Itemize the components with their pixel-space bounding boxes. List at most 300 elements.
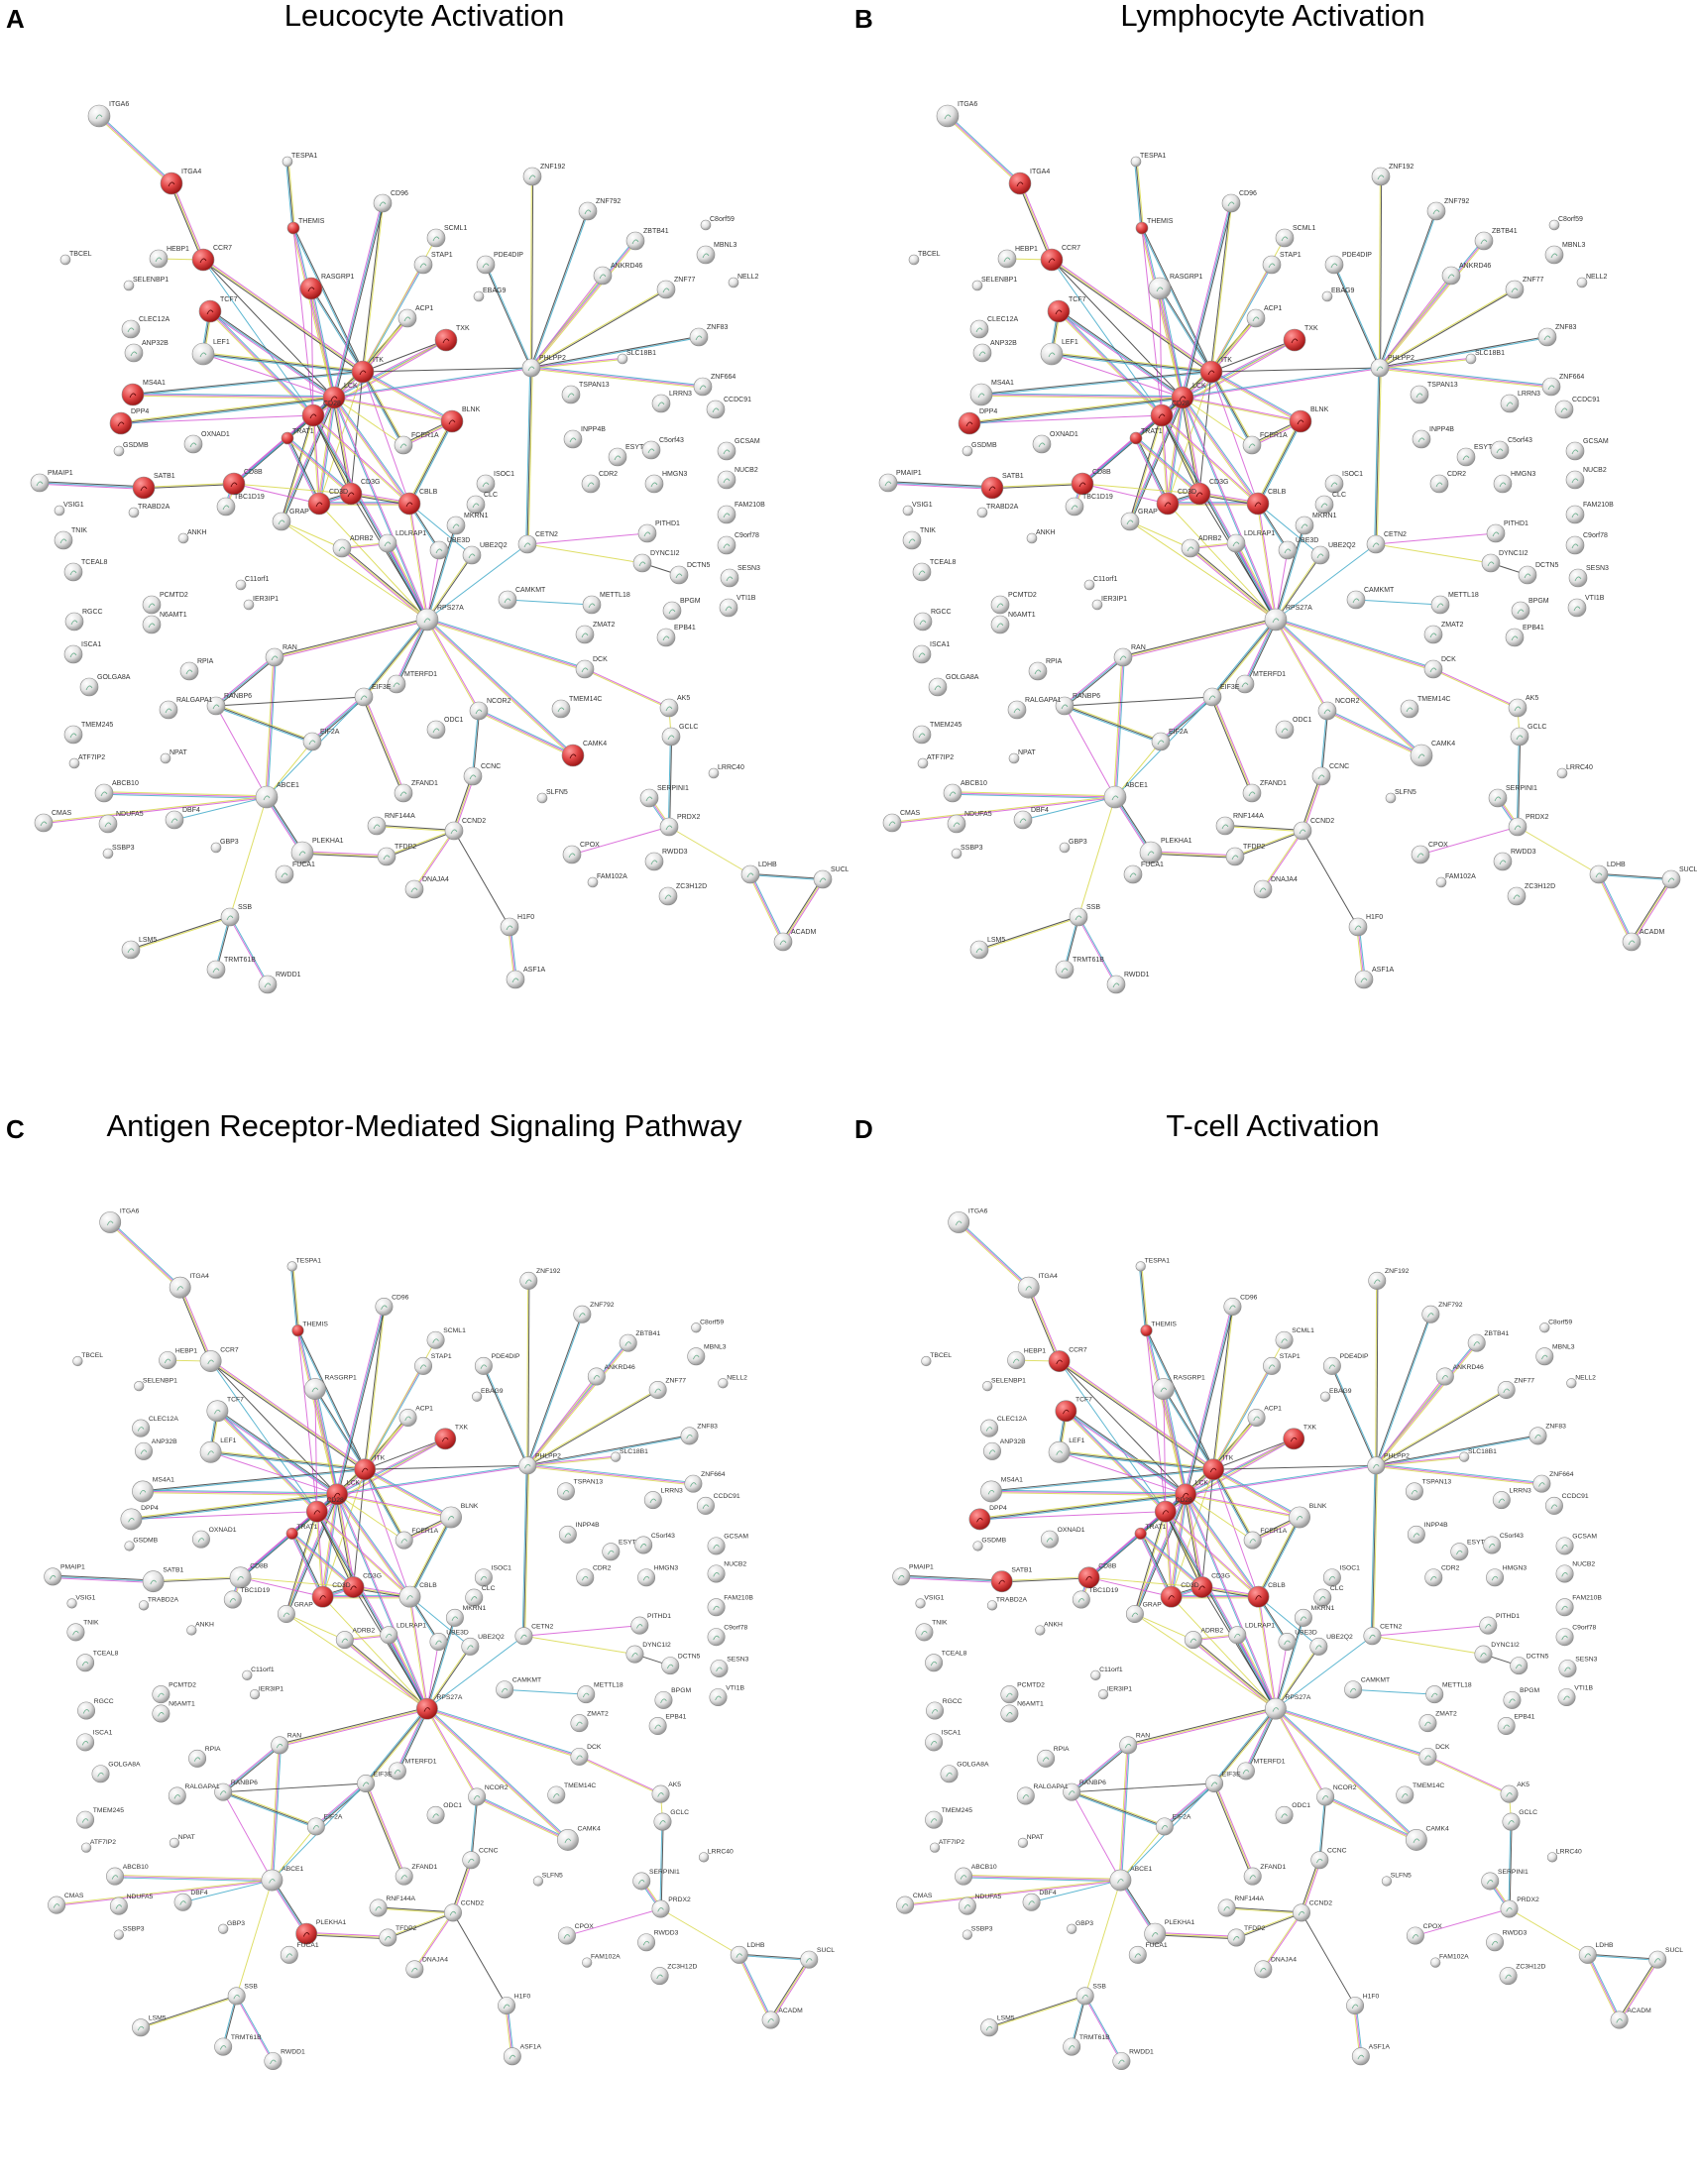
network-graph: [0, 0, 849, 1074]
node-circle: [574, 1306, 591, 1322]
node-zmat2: [1424, 622, 1464, 643]
edge-PHLPP2-PDE4DIP: [1328, 1366, 1375, 1465]
node-circle: [1029, 662, 1047, 680]
node-nell2: [1577, 274, 1608, 287]
node-circle: [1001, 1685, 1018, 1702]
node-label: ITGA6: [967, 1207, 988, 1215]
edge-RPS27A-RAN: [280, 1710, 427, 1747]
node-label: ANKRD46: [1452, 1363, 1484, 1371]
node-label: RPIA: [1046, 658, 1063, 665]
node-label: FAM102A: [1439, 1953, 1469, 1961]
edge-EIF3E-ZFAND1: [1215, 1783, 1254, 1877]
node-asf1a: [1355, 967, 1395, 988]
node-circle: [266, 648, 283, 666]
edge-PHLPP2-ZNF664: [1380, 367, 1551, 386]
node-label: RASGRP1: [321, 274, 355, 281]
node-npat: [1009, 749, 1036, 763]
node-label: NUCB2: [735, 467, 758, 474]
edge-LDHB-ACADM: [749, 875, 782, 943]
edge-PHLPP2-ANKRD46: [527, 1376, 597, 1465]
node-rgcc: [926, 1698, 962, 1719]
node-circle: [651, 1967, 668, 1984]
edge-RANBP6-EIF2A: [1072, 1793, 1165, 1828]
node-circle: [192, 249, 214, 271]
node-circle: [504, 2048, 520, 2065]
edge-NCOR2-CAMK4: [478, 712, 572, 756]
edge-LEF1-ITK: [203, 355, 363, 373]
node-selenbp1: [982, 1377, 1026, 1391]
node-circle: [718, 506, 736, 523]
node-hmgn3: [1494, 471, 1535, 493]
edge-SSB-RWDD1: [1085, 1996, 1122, 2061]
node-label: C9orf78: [724, 1624, 748, 1632]
node-label: TFDP2: [395, 844, 417, 851]
node-label: ZNF192: [1385, 1268, 1410, 1276]
node-znf664: [1533, 1471, 1574, 1492]
node-abcb10: [95, 780, 139, 802]
node-label: RNF144A: [385, 813, 415, 820]
node-tbc1d19: [1073, 1587, 1118, 1608]
node-eif3e: [355, 684, 392, 706]
node-circle: [303, 733, 321, 750]
node-isca1: [76, 1730, 112, 1751]
node-n6amt1: [991, 612, 1036, 633]
node-dck: [576, 656, 608, 678]
node-label: CCR7: [1062, 245, 1081, 252]
panel-title: Leucocyte Activation: [283, 0, 565, 33]
node-label: GCSAM: [724, 1533, 749, 1541]
node-camk4: [562, 741, 607, 766]
node-circle: [170, 1277, 190, 1298]
node-circle: [133, 477, 155, 499]
node-fcer1a: [395, 432, 439, 454]
node-fuca1: [276, 862, 315, 883]
node-label: DYNC1I2: [1491, 1641, 1520, 1649]
node-circle: [276, 865, 293, 883]
node-slfn5: [1382, 1873, 1412, 1887]
node-label: RANBP6: [1078, 1779, 1106, 1786]
node-label: CCNC: [479, 1847, 499, 1855]
node-circle: [200, 1441, 221, 1462]
node-circle: [558, 1927, 575, 1944]
node-label: DPP4: [131, 408, 150, 415]
node-circle: [427, 1331, 444, 1348]
node-tbc1d19: [224, 1587, 270, 1608]
edge-RPS27A-CAMK4: [427, 1709, 568, 1840]
edge-RANBP6-ABCE1: [1072, 1792, 1120, 1881]
node-circle: [224, 1591, 241, 1608]
node-circle: [1200, 361, 1222, 383]
node-circle: [143, 596, 161, 614]
node-label: INPP4B: [1423, 1522, 1448, 1530]
node-label: ABCB10: [970, 1863, 997, 1871]
node-label: HMGN3: [1502, 1564, 1528, 1572]
node-label: DCK: [593, 656, 608, 663]
node-tmem245: [925, 1807, 972, 1828]
node-circle: [1070, 908, 1087, 926]
node-trat1: [1130, 428, 1163, 444]
node-trmt61b: [207, 957, 256, 978]
node-circle: [414, 1357, 431, 1374]
node-circle: [721, 569, 738, 587]
edge-TESPA1-THEMIS: [1136, 162, 1142, 228]
node-clc: [1315, 492, 1346, 514]
node-cpox: [563, 842, 600, 863]
node-label: DBF4: [190, 1890, 208, 1897]
node-circle: [132, 2019, 149, 2036]
node-label: LSM5: [148, 2014, 167, 2022]
node-tmem245: [64, 722, 113, 744]
node-label: SUCL: [1679, 866, 1697, 873]
node-plekha1: [291, 838, 344, 863]
edge-ITGA6-ITGA4: [960, 1221, 1030, 1287]
node-ccdc91: [707, 397, 751, 418]
edge-SSB-RWDD1: [237, 1996, 274, 2061]
node-circle: [430, 541, 448, 559]
node-label: SLFN5: [541, 1872, 563, 1880]
node-label: LDLRAP1: [396, 530, 427, 537]
node-label: MKRN1: [1310, 1605, 1335, 1613]
node-label: PMAIP1: [908, 1563, 934, 1571]
node-oxnad1: [1041, 1527, 1084, 1548]
node-label: SSB: [238, 904, 253, 911]
node-label: TRABD2A: [138, 504, 170, 511]
node-ccdc91: [697, 1493, 740, 1514]
node-label: CD8B: [244, 469, 263, 476]
node-pde4dip: [1323, 1353, 1369, 1374]
node-label: ATF7IP2: [78, 754, 106, 761]
node-label: LDHB: [1607, 862, 1626, 868]
node-dck: [1424, 656, 1456, 678]
node-circle: [1579, 1946, 1596, 1963]
edge-PHLPP2-ZNF664: [527, 1465, 693, 1483]
node-prdx2: [1501, 1897, 1539, 1917]
node-circle: [1155, 1501, 1176, 1522]
node-circle: [916, 1624, 933, 1641]
node-label: FUCA1: [1145, 1942, 1168, 1950]
node-label: CMAS: [52, 810, 72, 817]
node-lrrc40: [699, 1848, 734, 1862]
node-label: ATF7IP2: [89, 1838, 117, 1846]
edge-CCR7-CD28: [1052, 260, 1162, 415]
edge-RPS27A-NCOR2: [1277, 620, 1328, 711]
edge-TCF7-CD28: [218, 1410, 317, 1510]
node-circle: [1372, 168, 1390, 185]
node-camkmt: [499, 587, 546, 609]
node-asf1a: [504, 2044, 541, 2065]
edge-TESPA1-THEMIS: [1142, 1266, 1148, 1330]
node-circle: [435, 329, 457, 351]
node-label: CLEC12A: [996, 1415, 1027, 1423]
node-label: PMAIP1: [59, 1563, 85, 1571]
edge-RANBP6-EIF2A: [216, 705, 312, 741]
node-nucb2: [708, 1561, 747, 1582]
node-gclc: [1511, 724, 1546, 746]
edge-SSB-RWDD1: [1084, 1997, 1121, 2062]
node-label: LDLRAP1: [396, 1622, 427, 1630]
node-circle: [980, 1481, 1001, 1502]
node-circle: [1152, 733, 1170, 750]
node-tcf7: [1056, 1397, 1092, 1422]
node-circle: [991, 616, 1009, 633]
edge-RPS27A-RAN: [280, 1709, 427, 1746]
node-circle: [399, 1586, 420, 1607]
node-dnaja4: [405, 876, 449, 898]
node-label: FCER1A: [411, 432, 439, 439]
node-lsm5: [980, 2015, 1014, 2036]
node-label: CD96: [1239, 190, 1257, 197]
node-circle: [370, 1899, 387, 1916]
node-label: TRMT61B: [1078, 2033, 1110, 2041]
node-label: C11orf1: [251, 1666, 275, 1673]
node-circle: [1229, 1627, 1246, 1644]
node-label: CDR2: [599, 471, 619, 478]
edge-PHLPP2-ZNF192: [528, 1281, 529, 1465]
node-label: ASF1A: [1368, 2043, 1390, 2051]
node-label: MTERFD1: [404, 1758, 437, 1766]
node-circle: [640, 789, 658, 807]
node-label: TSPAN13: [1421, 1478, 1452, 1486]
node-circle: [166, 811, 183, 829]
node-label: DCTN5: [677, 1653, 701, 1661]
node-anp32b: [135, 1438, 177, 1459]
node-label: ABCE1: [1130, 1865, 1153, 1873]
edge-RPS27A-CAMK4: [1277, 619, 1422, 754]
node-ssb: [1070, 904, 1100, 926]
node-label: ZNF83: [707, 324, 729, 331]
node-label: CAMK4: [577, 1825, 601, 1833]
node-mbnl3: [697, 242, 736, 264]
edge-CAMKMT-METTL18: [1356, 600, 1440, 605]
node-circle: [1078, 1567, 1099, 1588]
node-zc3h12d: [659, 883, 707, 905]
node-circle: [132, 1420, 149, 1437]
edge-THEMIS-ITK: [1146, 1330, 1213, 1469]
node-label: MBNL3: [704, 1343, 727, 1351]
node-circle: [559, 1526, 576, 1543]
edge-ABCE1-CMAS: [57, 1881, 272, 1905]
node-fam102a: [1430, 1954, 1469, 1968]
node-label: CLC: [1332, 492, 1347, 499]
node-circle: [523, 168, 541, 185]
node-circle: [221, 908, 239, 926]
node-circle: [1519, 566, 1536, 584]
node-circle: [1556, 1538, 1573, 1554]
node-label: DNAJA4: [1271, 1956, 1297, 1964]
node-mterfd1: [1237, 1759, 1286, 1780]
node-trabd2a: [139, 1596, 178, 1610]
node-circle: [1110, 1870, 1131, 1891]
node-label: ZBTB41: [635, 1329, 661, 1337]
node-pcmtd2: [143, 592, 188, 614]
node-label: SLFN5: [1395, 789, 1416, 796]
node-label: H1F0: [517, 914, 535, 921]
node-grap: [1126, 1601, 1162, 1622]
node-golga8a: [929, 674, 979, 696]
node-circle: [1119, 1737, 1136, 1754]
node-circle: [150, 250, 168, 268]
node-nell2: [1567, 1374, 1597, 1388]
node-label: PLEKHA1: [315, 1918, 347, 1926]
edge-NCOR2-CCNC: [1319, 1796, 1325, 1860]
node-ccnd2: [1293, 1900, 1332, 1921]
node-circle: [192, 343, 214, 365]
node-acadm: [1611, 2008, 1651, 2028]
node-stap1: [1263, 252, 1302, 274]
node-label: EIF2A: [320, 729, 340, 736]
node-label: CD3D: [1178, 489, 1197, 496]
node-rgcc: [914, 609, 952, 631]
edge-NCOR2-CCNC: [472, 711, 478, 776]
node-circle: [1056, 1401, 1076, 1422]
node-circle: [100, 1211, 121, 1232]
node-ldhb: [731, 1942, 765, 1963]
node-mettl18: [1431, 592, 1479, 614]
node-label: C8orf59: [710, 216, 735, 223]
node-circle: [110, 1897, 127, 1914]
node-circle: [1279, 541, 1297, 559]
node-label: HMGN3: [653, 1564, 679, 1572]
node-ccnd2: [444, 1900, 484, 1921]
node-itga4: [161, 169, 201, 194]
node-circle: [1426, 1685, 1443, 1702]
node-circle: [670, 566, 688, 584]
node-circle: [925, 1811, 942, 1828]
node-circle: [1436, 1368, 1453, 1385]
node-label: ISOC1: [1339, 1564, 1360, 1572]
node-label: GSDMB: [133, 1537, 159, 1545]
node-label: TMEM245: [930, 722, 962, 729]
node-label: TXK: [1304, 325, 1318, 332]
node-circle: [1033, 435, 1051, 453]
node-circle: [1325, 475, 1343, 493]
node-circle: [256, 786, 278, 808]
node-label: RALGAPA1: [1025, 697, 1062, 704]
node-circle: [135, 1442, 152, 1459]
node-fuca1: [1124, 862, 1164, 883]
nodes: [45, 1207, 836, 2069]
node-label: RWDD3: [662, 849, 688, 856]
edge-PHLPP2-ZNF792: [1379, 211, 1435, 368]
node-label: MBNL3: [714, 242, 737, 249]
edge-NCOR2-CCNC: [1320, 1797, 1326, 1861]
node-label: TRABD2A: [986, 504, 1019, 511]
node-label: DPP4: [989, 1504, 1007, 1512]
edge-TXK-ITK: [363, 340, 446, 372]
node-circle: [1349, 918, 1367, 936]
node-label: CD3D: [332, 1581, 351, 1589]
node-label: ADRB2: [1200, 1627, 1224, 1635]
node-hmgn3: [637, 1565, 678, 1586]
node-fcer1a: [1243, 432, 1288, 454]
node-label: NCOR2: [1332, 1783, 1357, 1791]
node-circle: [336, 1631, 353, 1648]
node-label: LEF1: [220, 1437, 237, 1445]
node-label: ZNF77: [1523, 277, 1544, 284]
node-circle: [1001, 1705, 1018, 1722]
node-rwdd3: [645, 849, 688, 870]
node-label: CCND2: [462, 818, 487, 825]
node-circle: [501, 918, 518, 936]
node-label: DNAJA4: [422, 1956, 448, 1964]
node-label: CD96: [391, 190, 408, 197]
node-label: C8orf59: [1548, 1319, 1573, 1326]
edge-PHLPP2-ZNF83: [1376, 1437, 1537, 1466]
node-label: ODC1: [1292, 1802, 1311, 1810]
node-c9orf78: [1556, 1624, 1597, 1645]
node-sucl: [801, 1947, 836, 1968]
node-label: FAM210B: [735, 502, 765, 509]
node-tespa1: [1131, 153, 1166, 167]
node-circle: [1482, 1873, 1499, 1890]
node-circle: [718, 471, 736, 489]
edge-RPS27A-DCK: [427, 1709, 580, 1757]
edge-ITGA6-ITGA4: [958, 1223, 1028, 1289]
node-tbc1d19: [1066, 494, 1113, 516]
node-label: GOLGA8A: [108, 1761, 141, 1769]
node-circle: [1107, 976, 1125, 993]
node-sesn3: [711, 1656, 749, 1676]
edge-RANBP6-ABCE1: [216, 706, 267, 797]
node-circle: [1408, 1526, 1424, 1543]
node-label: EPB41: [674, 625, 696, 632]
node-label: ZNF83: [1555, 324, 1577, 331]
node-label: EBAG9: [1331, 287, 1355, 294]
node-atf7ip2: [81, 1839, 116, 1853]
node-circle: [720, 599, 737, 617]
node-circle: [1124, 865, 1142, 883]
node-label: ACADM: [1640, 929, 1665, 936]
node-circle: [1263, 1357, 1280, 1374]
node-circle: [357, 1775, 374, 1791]
node-circle: [1254, 880, 1272, 898]
node-circle: [1318, 702, 1336, 720]
node-tbc1d19: [217, 494, 265, 516]
node-circle: [913, 726, 931, 744]
node-circle: [762, 2012, 779, 2028]
node-circle: [1498, 1381, 1515, 1398]
node-n6amt1: [1001, 1701, 1044, 1722]
node-label: H1F0: [1366, 914, 1384, 921]
node-label: GSDMB: [123, 442, 149, 449]
edge-PHLPP2-ZNF192: [1377, 1281, 1378, 1465]
edge-RPS27A-RAN: [1123, 621, 1276, 658]
node-label: PITHD1: [1496, 1612, 1521, 1620]
node-inpp4b: [1408, 1522, 1448, 1543]
node-camk4: [1406, 1825, 1449, 1850]
node-label: LSM5: [139, 937, 158, 944]
node-label: ZNF77: [1514, 1377, 1535, 1385]
node-label: CETN2: [531, 1623, 554, 1631]
node-circle: [883, 814, 901, 832]
node-label: GRAP: [1142, 1601, 1162, 1609]
node-label: PRDX2: [677, 814, 701, 821]
node-circle: [1412, 846, 1429, 863]
node-acp1: [399, 1405, 433, 1426]
node-circle: [121, 1509, 142, 1530]
edge-RPS27A-NCOR2: [428, 620, 480, 711]
node-label: SSBP3: [122, 1925, 145, 1933]
node-circle: [548, 1786, 565, 1803]
node-label: ZC3H12D: [667, 1963, 698, 1971]
edge-RANBP6-ABCE1: [223, 1792, 272, 1881]
node-dbf4: [174, 1890, 208, 1910]
node-label: ISCA1: [941, 1729, 962, 1737]
node-tceal8: [76, 1651, 118, 1671]
node-label: TMEM245: [941, 1806, 972, 1814]
node-label: UBE3D: [1296, 537, 1319, 544]
node-label: ITGA4: [1038, 1273, 1058, 1281]
